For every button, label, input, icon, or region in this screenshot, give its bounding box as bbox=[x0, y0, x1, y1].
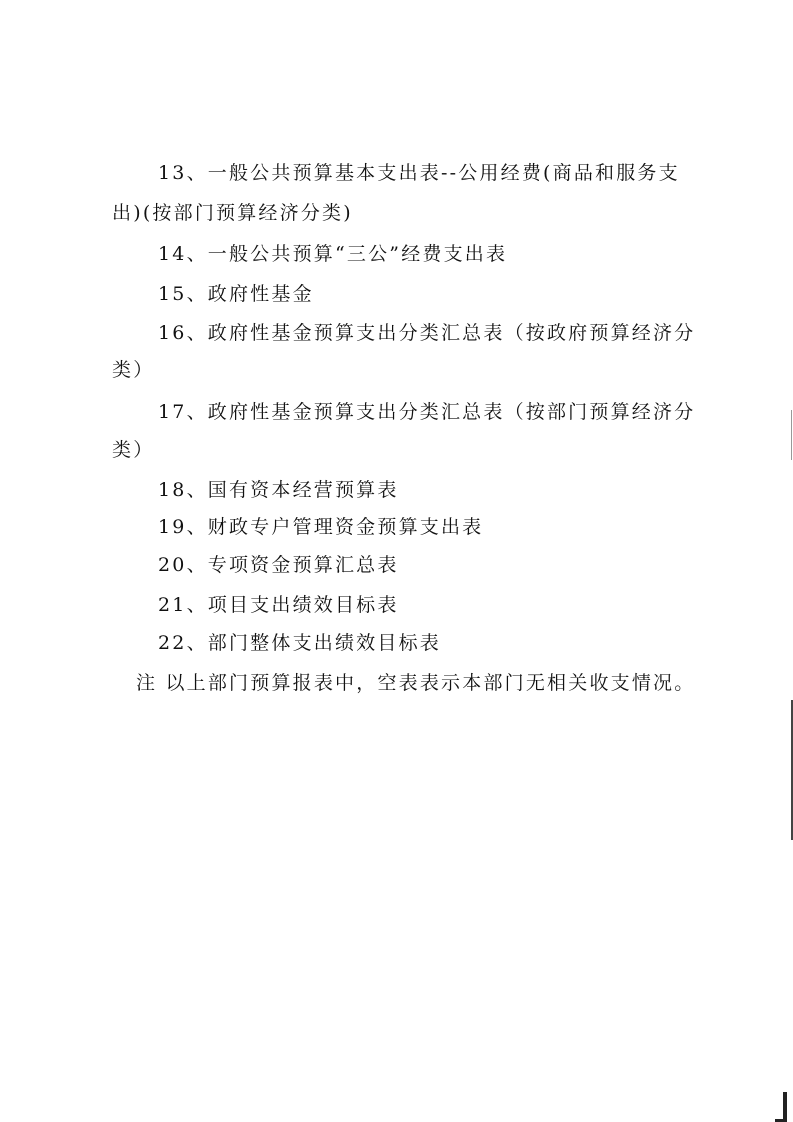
corner-bracket-mark bbox=[783, 1092, 787, 1122]
list-item-18: 18、国有资本经营预算表 bbox=[158, 479, 399, 501]
footnote: 注 以上部门预算报表中，空表表示本部门无相关收支情况。 bbox=[136, 672, 696, 694]
list-item-14: 14、一般公共预算“三公”经费支出表 bbox=[158, 243, 508, 265]
list-item-17-continuation: 类） bbox=[112, 439, 155, 461]
list-item-21: 21、项目支出绩效目标表 bbox=[158, 594, 399, 616]
list-item-15: 15、政府性基金 bbox=[158, 283, 314, 305]
list-item-13: 13、一般公共预算基本支出表--公用经费(商品和服务支 bbox=[158, 162, 680, 184]
list-item-22: 22、部门整体支出绩效目标表 bbox=[158, 632, 441, 654]
list-item-13-continuation: 出)(按部门预算经济分类) bbox=[112, 202, 353, 224]
list-item-17: 17、政府性基金预算支出分类汇总表（按部门预算经济分 bbox=[158, 401, 696, 423]
list-item-16: 16、政府性基金预算支出分类汇总表（按政府预算经济分 bbox=[158, 322, 696, 344]
list-item-16-continuation: 类） bbox=[112, 359, 155, 381]
list-item-20: 20、专项资金预算汇总表 bbox=[158, 554, 399, 576]
scan-edge-mark-faint bbox=[791, 410, 792, 460]
list-item-19: 19、财政专户管理资金预算支出表 bbox=[158, 516, 484, 538]
